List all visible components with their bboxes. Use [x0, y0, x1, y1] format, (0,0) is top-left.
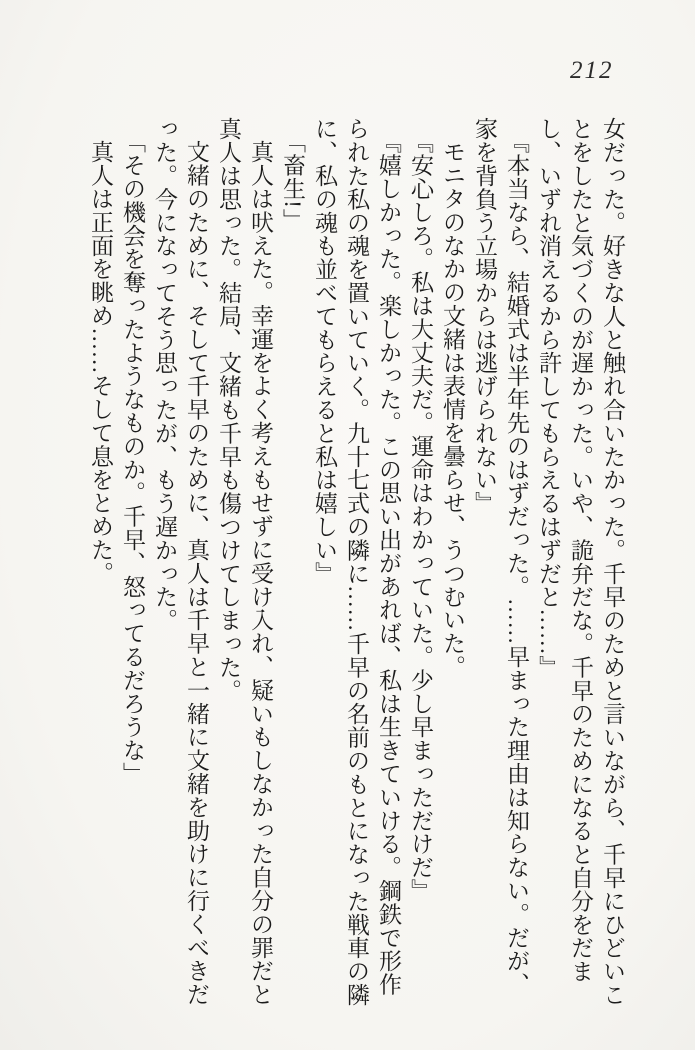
- paragraph: 「畜生!」: [280, 129, 305, 232]
- paragraph: モニタのなかの文緒は表情を曇らせ、うつむいた。: [440, 140, 465, 679]
- body-text: [72, 117, 628, 1007]
- paragraph: 『安心しろ。私は大丈夫だ。運命はわかっていた。少し早まっただけだ』: [408, 129, 433, 902]
- paragraph: 『本当なら、結婚式は半年先のはずだった。……早まった理由は知らない。だが、家を背負う立場からは逃げられない』: [472, 117, 529, 996]
- paragraph: 文緒のために、そして千早のために、真人は千早と一緒に文緒を助けに行くべきだった。今になってそう思ったが、もう遅かった。: [152, 117, 209, 1006]
- paragraph: 『嬉しかった。楽しかった。この思い出があれば、私は生きていける。鋼鉄で形作られた私の魂を置いていく。九十七式の隣に……千早の名前のもとになった戦車の隣に、私の魂も並べてもらえると私は嬉しい』: [312, 117, 401, 1007]
- paragraph: 真人は吠えた。幸運をよく考えもせずに受け入れ、疑いもしなかった自分の罪だと真人は思った。結局、文緒も千早も傷つけてしまった。: [216, 117, 273, 1006]
- paragraph: 女だった。好きな人と触れ合いたかった。千早のためと言いながら、千早にひどいことをしたと気づくのが遅かった。いや、詭弁だな。千早のためになると自分をだまし、いずれ消えるから許してもらえるはずだと……』: [536, 117, 625, 1007]
- paragraph: 「その機会を奪ったようなものか。千早、怒ってるだろうな」: [120, 129, 145, 785]
- paragraph: 真人は正面を眺め……そして息をとめた。: [88, 140, 113, 585]
- page-number: 212: [570, 57, 614, 84]
